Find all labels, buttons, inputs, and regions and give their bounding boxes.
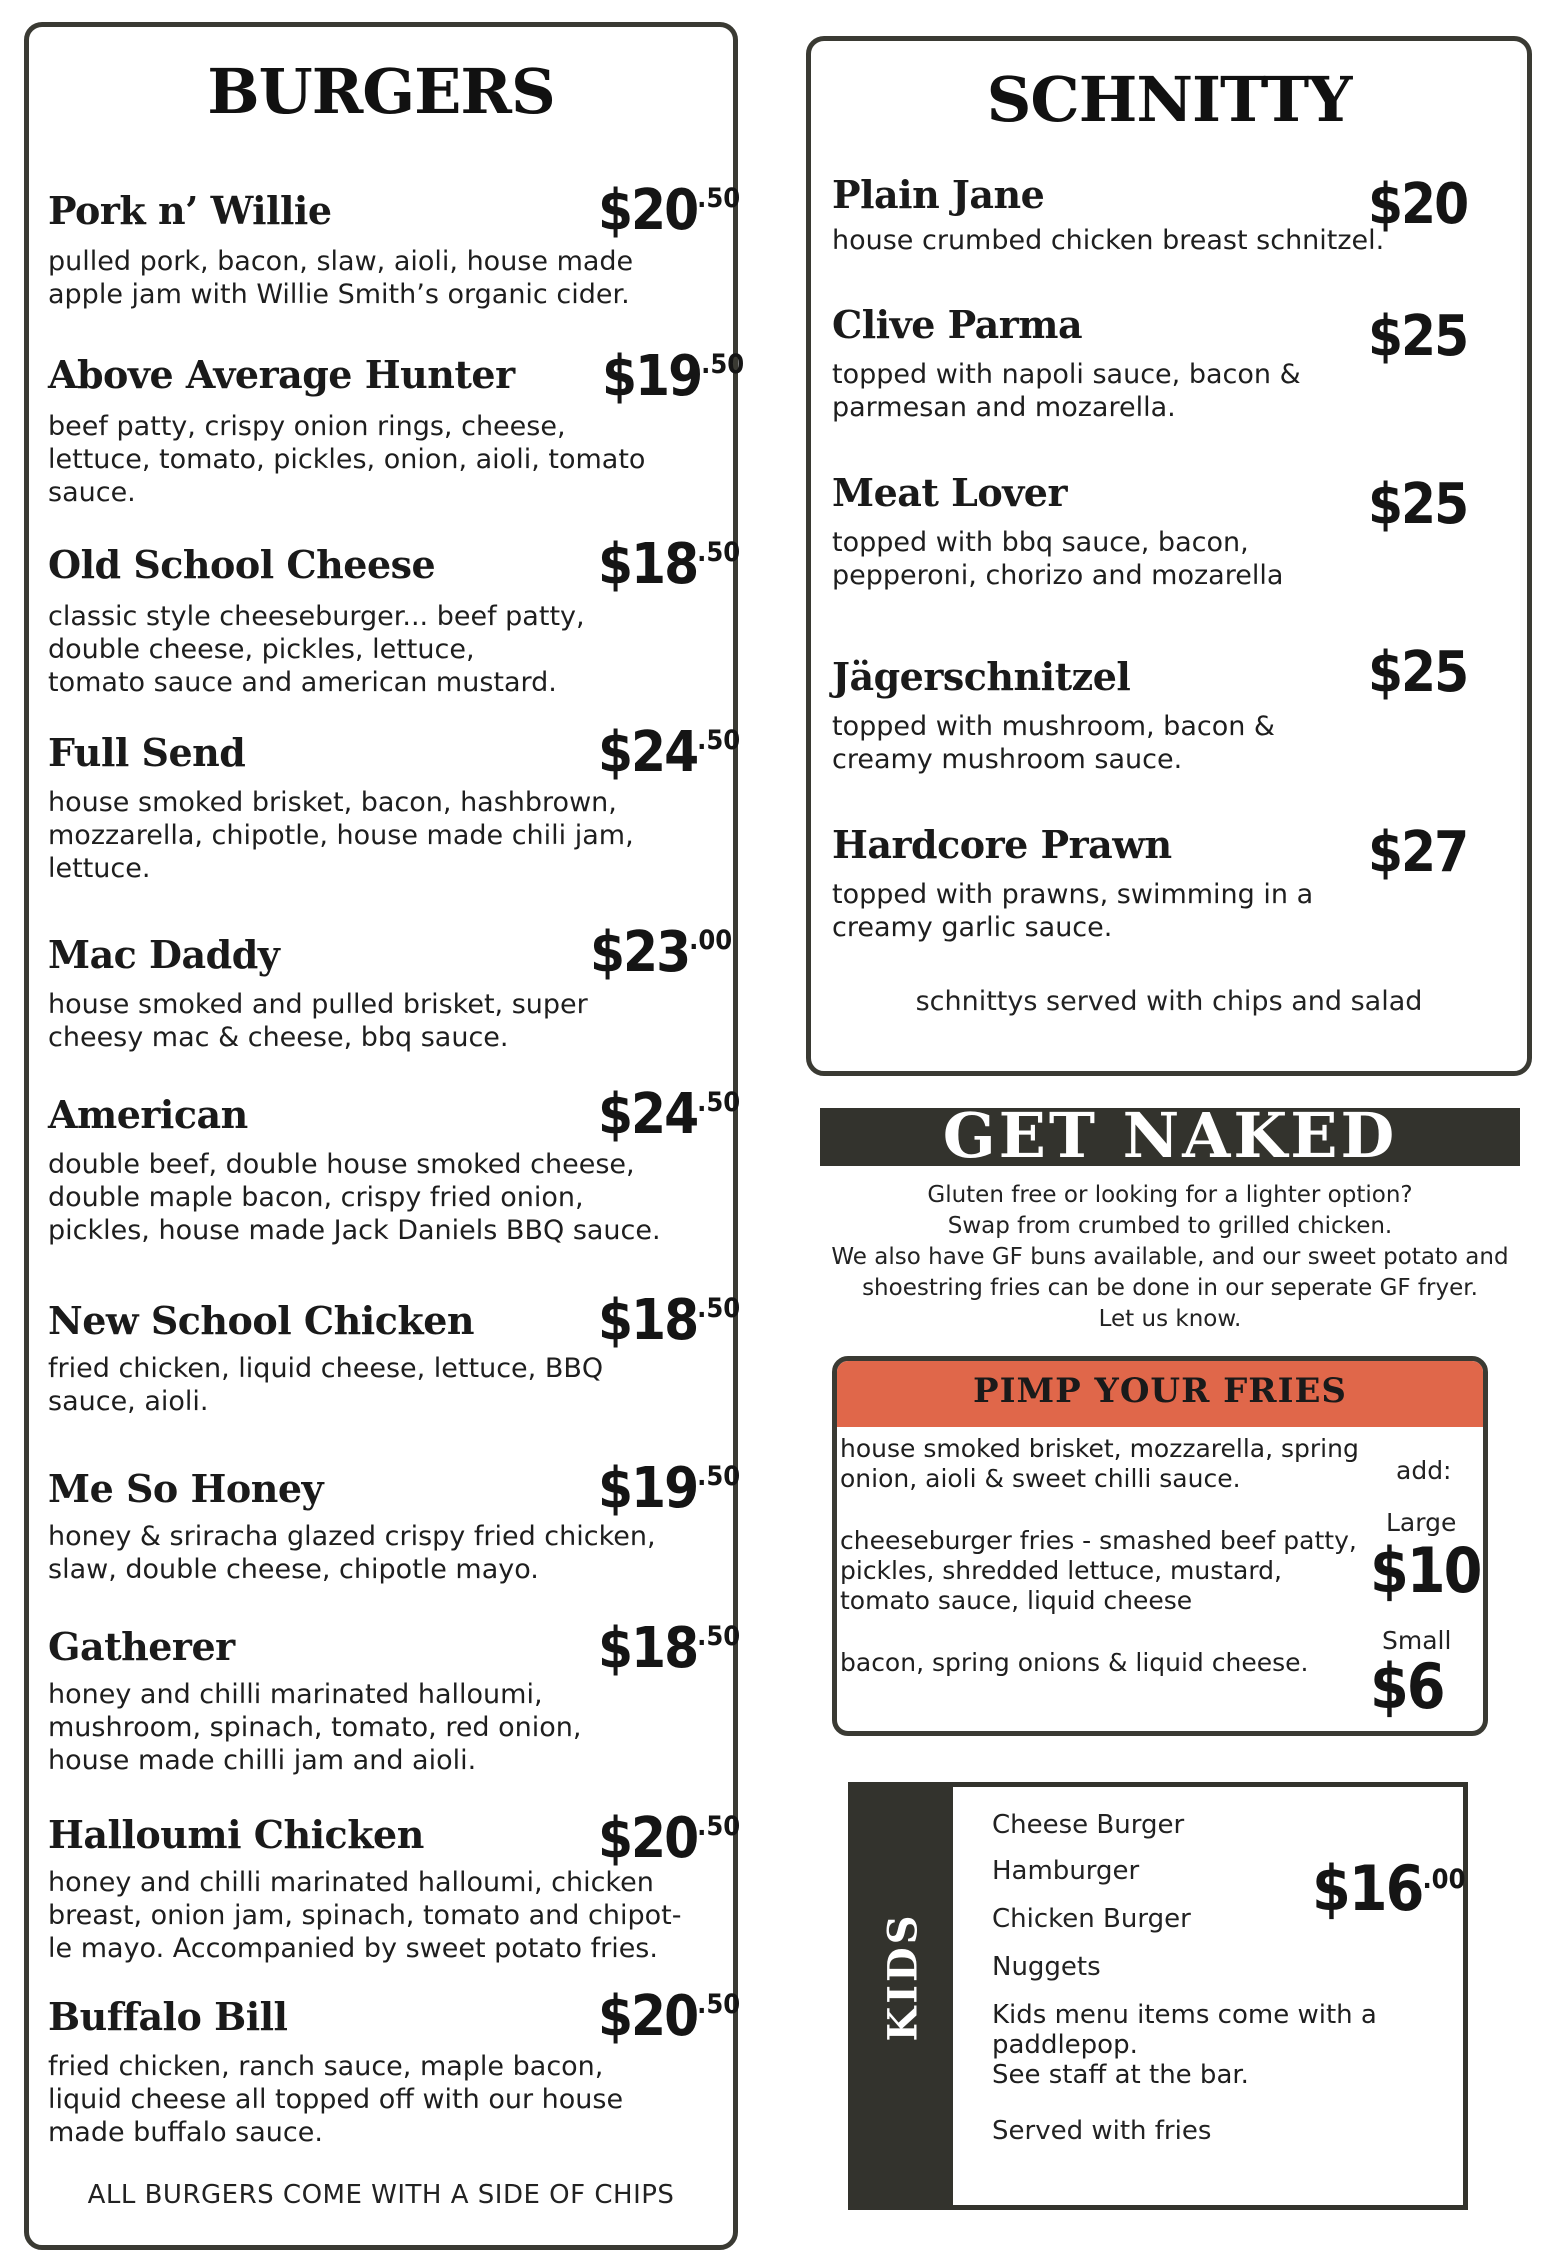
get-naked-line: shoestring fries can be done in our seperate GF fryer. — [862, 1275, 1478, 1301]
item-description: pulled pork, bacon, slaw, aioli, house made apple jam with Willie Smith’s organic cider. — [48, 246, 634, 310]
fries-large-label: Large — [1386, 1508, 1457, 1537]
item-price: $\$19^{.50}$ — [602, 344, 745, 409]
item-description: classic style cheeseburger... beef patty, double cheese, pickles, lettuce, tomato sauce and american mustard. — [48, 601, 585, 698]
kids-title: KIDS — [879, 1912, 927, 2042]
item-name: Full Send — [48, 730, 246, 775]
get-naked-line: Gluten free or looking for a lighter option? — [927, 1182, 1413, 1208]
item-price: $\$24^{.50}$ — [598, 720, 741, 785]
kids-item: Hamburger — [992, 1856, 1140, 1886]
kids-item: Chicken Burger — [992, 1904, 1191, 1934]
get-naked-line: Let us know. — [1098, 1306, 1242, 1332]
item-description: honey and chilli marinated halloumi, mushroom, spinach, tomato, red onion, house made chilli jam and aioli. — [48, 1679, 582, 1776]
item-price: $\$19^{.50}$ — [598, 1456, 741, 1521]
item-name: New School Chicken — [48, 1298, 474, 1343]
fries-large-price: $10 — [1370, 1534, 1481, 1607]
kids-item: Cheese Burger — [992, 1810, 1185, 1840]
fries-small-price: $6 — [1370, 1650, 1444, 1723]
item-description: topped with bbq sauce, bacon, pepperoni, chorizo and mozarella — [832, 527, 1284, 591]
item-name: Plain Jane — [832, 172, 1045, 217]
fries-option: cheeseburger fries - smashed beef patty, pickles, shredded lettuce, mustard, tomato sauce, liquid cheese — [840, 1526, 1357, 1615]
item-name: Hardcore Prawn — [832, 822, 1172, 867]
fries-option: bacon, spring onions & liquid cheese. — [840, 1648, 1309, 1677]
item-price: $25 — [1368, 304, 1468, 369]
item-description: house smoked and pulled brisket, super cheesy mac & cheese, bbq sauce. — [48, 989, 588, 1053]
item-price: $25 — [1368, 472, 1468, 537]
item-price: $\$20^{.50}$ — [598, 1806, 741, 1871]
item-description: topped with napoli sauce, bacon & parmesan and mozarella. — [832, 359, 1301, 423]
item-name: Clive Parma — [832, 302, 1083, 347]
schnitty-footer-note: schnittys served with chips and salad — [915, 986, 1423, 1017]
item-description: house smoked brisket, bacon, hashbrown, mozzarella, chipotle, house made chili jam, lettuce. — [48, 787, 634, 884]
fries-option: house smoked brisket, mozzarella, spring onion, aioli & sweet chilli sauce. — [840, 1434, 1359, 1493]
item-price: $25 — [1368, 640, 1468, 705]
kids-served-note: Served with fries — [992, 2116, 1212, 2146]
item-name: Above Average Hunter — [48, 352, 515, 397]
item-price: $\$20^{.50}$ — [598, 1984, 741, 2049]
item-name: Gatherer — [48, 1624, 235, 1669]
kids-note: Kids menu items come with a paddlepop. See staff at the bar. — [992, 2000, 1377, 2090]
item-price: $\$18^{.50}$ — [598, 1616, 741, 1681]
item-price: $\$18^{.50}$ — [598, 532, 741, 597]
item-price: $20 — [1368, 172, 1468, 237]
item-description: honey & sriracha glazed crispy fried chicken, slaw, double cheese, chipotle mayo. — [48, 1521, 656, 1585]
kids-price: $\$16^{.00}$ — [1312, 1852, 1466, 1925]
fries-add-label: add: — [1396, 1456, 1452, 1485]
item-price: $27 — [1368, 820, 1468, 885]
item-name: Me So Honey — [48, 1466, 324, 1511]
burgers-title: BURGERS — [207, 55, 555, 128]
get-naked-line: We also have GF buns available, and our sweet potato and — [831, 1244, 1509, 1270]
item-name: Meat Lover — [832, 470, 1067, 515]
item-name: American — [48, 1092, 248, 1137]
item-name: Halloumi Chicken — [48, 1812, 424, 1857]
burgers-footer-note: ALL BURGERS COME WITH A SIDE OF CHIPS — [87, 2180, 675, 2210]
pimp-your-fries-title: PIMP YOUR FRIES — [973, 1371, 1347, 1411]
item-price: $\$23^{.00}$ — [590, 920, 733, 985]
item-name: Buffalo Bill — [48, 1994, 288, 2039]
fries-small-label: Small — [1382, 1626, 1452, 1655]
item-price: $\$18^{.50}$ — [598, 1288, 741, 1353]
item-name: Old School Cheese — [48, 542, 436, 587]
item-description: fried chicken, liquid cheese, lettuce, BBQ sauce, aioli. — [48, 1353, 604, 1417]
item-name: Jägerschnitzel — [832, 654, 1131, 699]
kids-item: Nuggets — [992, 1952, 1101, 1982]
item-price: $\$24^{.50}$ — [598, 1082, 741, 1147]
item-description: fried chicken, ranch sauce, maple bacon, liquid cheese all topped off with our house made buffalo sauce. — [48, 2051, 624, 2148]
item-name: Mac Daddy — [48, 932, 280, 977]
get-naked-title: GET NAKED — [942, 1099, 1398, 1172]
get-naked-text — [820, 1180, 1520, 1335]
item-description: honey and chilli marinated halloumi, chicken breast, onion jam, spinach, tomato and chipot- le mayo. Accompanied by sweet potato fries. — [48, 1867, 682, 1964]
item-price: $\$20^{.50}$ — [598, 178, 741, 243]
item-description: topped with prawns, swimming in a creamy garlic sauce. — [832, 879, 1314, 943]
item-description: double beef, double house smoked cheese, double maple bacon, crispy fried onion, pickles, house made Jack Daniels BBQ sauce. — [48, 1149, 661, 1246]
item-description: topped with mushroom, bacon & creamy mushroom sauce. — [832, 711, 1275, 775]
item-description: house crumbed chicken breast schnitzel. — [832, 225, 1385, 256]
item-name: Pork n’ Willie — [48, 188, 332, 233]
get-naked-line: Swap from crumbed to grilled chicken. — [947, 1213, 1393, 1239]
item-description: beef patty, crispy onion rings, cheese, lettuce, tomato, pickles, onion, aioli, tomato sauce. — [48, 411, 646, 508]
schnitty-title: SCHNITTY — [986, 63, 1352, 136]
